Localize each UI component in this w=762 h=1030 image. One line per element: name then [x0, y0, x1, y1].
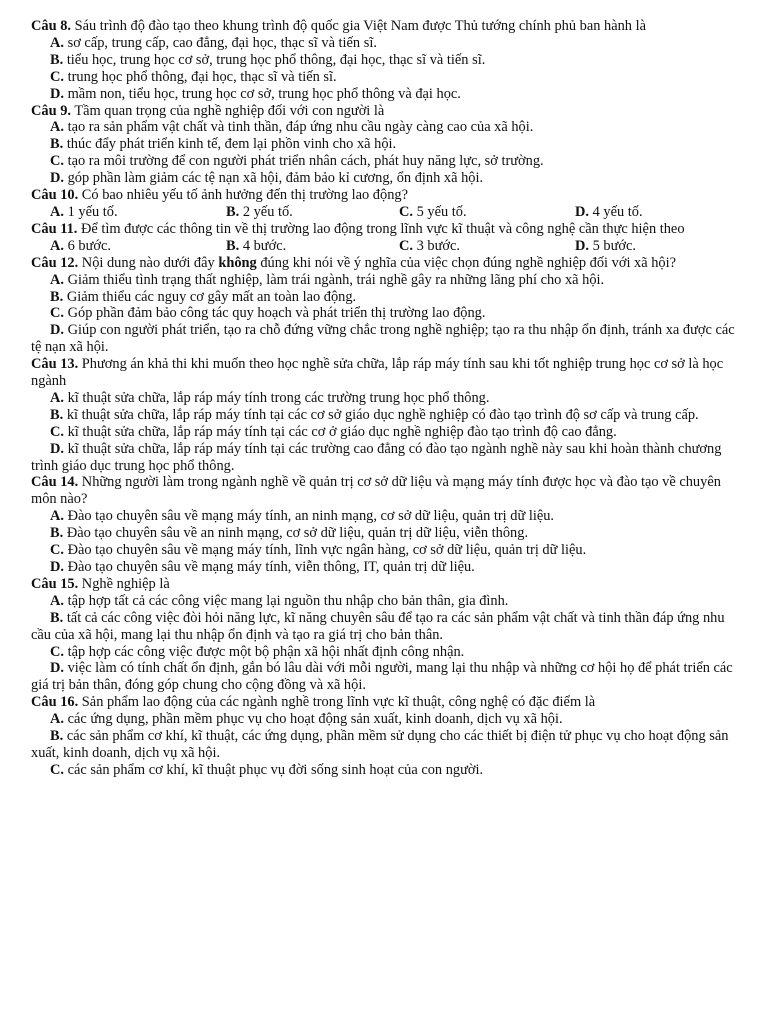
option-b: B. Đào tạo chuyên sâu về an ninh mạng, cơ sở dữ liệu, quản trị dữ liệu, viễn thông. [50, 525, 529, 542]
question-stem [31, 221, 736, 238]
question-stem [31, 255, 736, 272]
question-stem [31, 187, 736, 204]
option-c: C. Góp phần đảm bảo công tác quy hoạch và phát triển thị trường lao động. [50, 305, 486, 322]
option-b: B. tất cả các công việc đòi hỏi năng lực, kĩ năng chuyên sâu để tạo ra các sản phẩm vật chất và tinh thần đáp ứng nhu cầu của xã hội, mang lại thu nhập ổn định và tạo ra giá trị cho bản thân. [31, 609, 725, 643]
option-c: C. 5 yếu tố. [399, 203, 467, 220]
question-13 [31, 356, 736, 474]
option-a: A. Đào tạo chuyên sâu về mạng máy tính, an ninh mạng, cơ sở dữ liệu, quản trị dữ liệu. [50, 508, 555, 525]
question-stem [31, 356, 736, 390]
option-b: B. tiểu học, trung học cơ sở, trung học phổ thông, đại học, thạc sĩ và tiến sĩ. [50, 51, 486, 68]
option-c: C. tạo ra môi trường để con người phát triển nhân cách, phát huy năng lực, sở trường. [50, 153, 544, 170]
question-number: Câu 8. [31, 18, 71, 34]
option-c: C. Đào tạo chuyên sâu về mạng máy tính, lĩnh vực ngân hàng, cơ sở dữ liệu, quản trị dữ liệu. [50, 542, 587, 559]
question-text: Nghề nghiệp là [81, 575, 170, 592]
question-text: Những người làm trong ngành nghề về quản trị cơ sở dữ liệu và mạng máy tính được học và đào tạo về chuyên môn nào? [31, 474, 721, 508]
question-8 [31, 18, 736, 103]
option-a: A. kĩ thuật sửa chữa, lắp ráp máy tính trong các trường trung học phổ thông. [50, 389, 490, 406]
question-text: Sản phẩm lao động của các ngành nghề trong lĩnh vực kĩ thuật, công nghệ có đặc điểm là [81, 694, 596, 711]
question-text-cont: đúng khi nói về ý nghĩa của việc chọn đúng nghề nghiệp đối với xã hội? [260, 254, 676, 271]
option-d: D. 5 bước. [575, 237, 636, 254]
option-c: C. tập hợp các công việc được một bộ phận xã hội nhất định công nhận. [50, 643, 465, 660]
option-a: A. 1 yếu tố. [50, 203, 118, 220]
question-number: Câu 16. [31, 694, 79, 711]
question-10 [31, 187, 736, 221]
question-16 [31, 694, 736, 779]
question-text: Tầm quan trọng của nghề nghiệp đối với con người là [74, 102, 385, 119]
question-15 [31, 576, 736, 694]
option-c: C. kĩ thuật sửa chữa, lắp ráp máy tính tại các cơ ở giáo dục nghề nghiệp đào tạo trình độ cao đẳng. [50, 423, 617, 440]
option-c: C. các sản phẩm cơ khí, kĩ thuật phục vụ đời sống sinh hoạt của con người. [50, 761, 484, 778]
option-a: A. tạo ra sản phẩm vật chất và tinh thần, đáp ứng nhu cầu ngày càng cao của xã hội. [50, 119, 534, 136]
option-a: A. tập hợp tất cả các công việc mang lại nguồn thu nhập cho bản thân, gia đình. [50, 592, 509, 609]
question-number: Câu 12. [31, 254, 79, 271]
emphasis-not: không [218, 254, 257, 271]
question-text: Sáu trình độ đào tạo theo khung trình độ quốc gia Việt Nam được Thủ tướng chính phủ ban hành là [74, 18, 646, 34]
question-number: Câu 15. [31, 575, 79, 592]
option-b: B. Giảm thiểu các nguy cơ gây mất an toàn lao động. [50, 288, 357, 305]
question-stem [31, 694, 736, 711]
option-b: B. 2 yếu tố. [226, 203, 293, 220]
option-b: B. 4 bước. [226, 237, 287, 254]
option-d: D. Giúp con người phát triển, tạo ra chỗ đứng vững chắc trong nghề nghiệp; tạo ra thu nhập ổn định, tránh xa được các tệ nạn xã hội. [31, 322, 735, 356]
option-c: C. 3 bước. [399, 237, 460, 254]
question-stem [31, 18, 736, 35]
question-stem [31, 576, 736, 593]
option-d: D. 4 yếu tố. [575, 203, 643, 220]
question-number: Câu 10. [31, 187, 79, 204]
question-stem [31, 474, 736, 508]
question-text: Để tìm được các thông tin về thị trường lao động trong lĩnh vực kĩ thuật và công nghệ cần thực hiện theo [81, 220, 685, 237]
option-a: A. 6 bước. [50, 237, 111, 254]
question-text: Nội dung nào dưới đây [81, 254, 215, 271]
question-number: Câu 11. [31, 220, 78, 237]
option-a: A. các ứng dụng, phần mềm phục vụ cho hoạt động sản xuất, kinh doanh, dịch vụ xã hội. [50, 711, 563, 728]
option-b: B. các sản phẩm cơ khí, kĩ thuật, các ứng dụng, phần mềm sử dụng cho các thiết bị điện tử phục vụ cho hoạt động sản xuất, kinh doanh, dịch vụ xã hội. [31, 728, 729, 761]
question-12 [31, 255, 736, 356]
option-d: D. mầm non, tiểu học, trung học cơ sở, trung học phổ thông và đại học. [50, 85, 461, 102]
option-b: B. thúc đẩy phát triển kinh tế, đem lại phồn vinh cho xã hội. [50, 136, 397, 153]
option-b: B. kĩ thuật sửa chữa, lắp ráp máy tính tại các cơ sở giáo dục nghề nghiệp có đào tạo trình độ sơ cấp và trung cấp. [50, 406, 699, 423]
question-text: Phương án khả thi khi muốn theo học nghề sửa chữa, lắp ráp máy tính sau khi tốt nghiệp trung học cơ sở là học ngành [31, 356, 724, 390]
option-d: D. Đào tạo chuyên sâu về mạng máy tính, viễn thông, IT, quản trị dữ liệu. [50, 559, 475, 575]
question-11 [31, 221, 736, 255]
option-d: D. góp phần làm giảm các tệ nạn xã hội, đảm bảo kỉ cương, ổn định xã hội. [50, 170, 484, 187]
option-d: D. kĩ thuật sửa chữa, lắp ráp máy tính tại các trường cao đẳng có đào tạo ngành nghề này sau khi hoàn thành chương trình giáo dục trung học phổ thông. [31, 440, 722, 474]
question-14 [31, 474, 736, 575]
question-9 [31, 103, 736, 188]
option-d: D. việc làm có tính chất ổn định, gắn bó lâu dài với mỗi người, mang lại thu nhập và những cơ hội họ để phát triển các giá trị bản thân, đóng góp chung cho cộng đồng và xã hội. [31, 660, 733, 694]
option-a: A. sơ cấp, trung cấp, cao đẳng, đại học, thạc sĩ và tiến sĩ. [50, 34, 377, 51]
question-number: Câu 9. [31, 102, 71, 119]
option-c: C. trung học phổ thông, đại học, thạc sĩ và tiến sĩ. [50, 68, 337, 85]
options-row [31, 204, 736, 221]
question-stem [31, 103, 736, 120]
question-text: Có bao nhiêu yếu tố ảnh hưởng đến thị trường lao động? [81, 187, 408, 204]
options-row [31, 238, 736, 255]
question-number: Câu 13. [31, 356, 79, 373]
option-a: A. Giảm thiểu tình trạng thất nghiệp, làm trái ngành, trái nghề gây ra những lãng phí cho xã hội. [50, 271, 605, 288]
question-number: Câu 14. [31, 474, 79, 491]
